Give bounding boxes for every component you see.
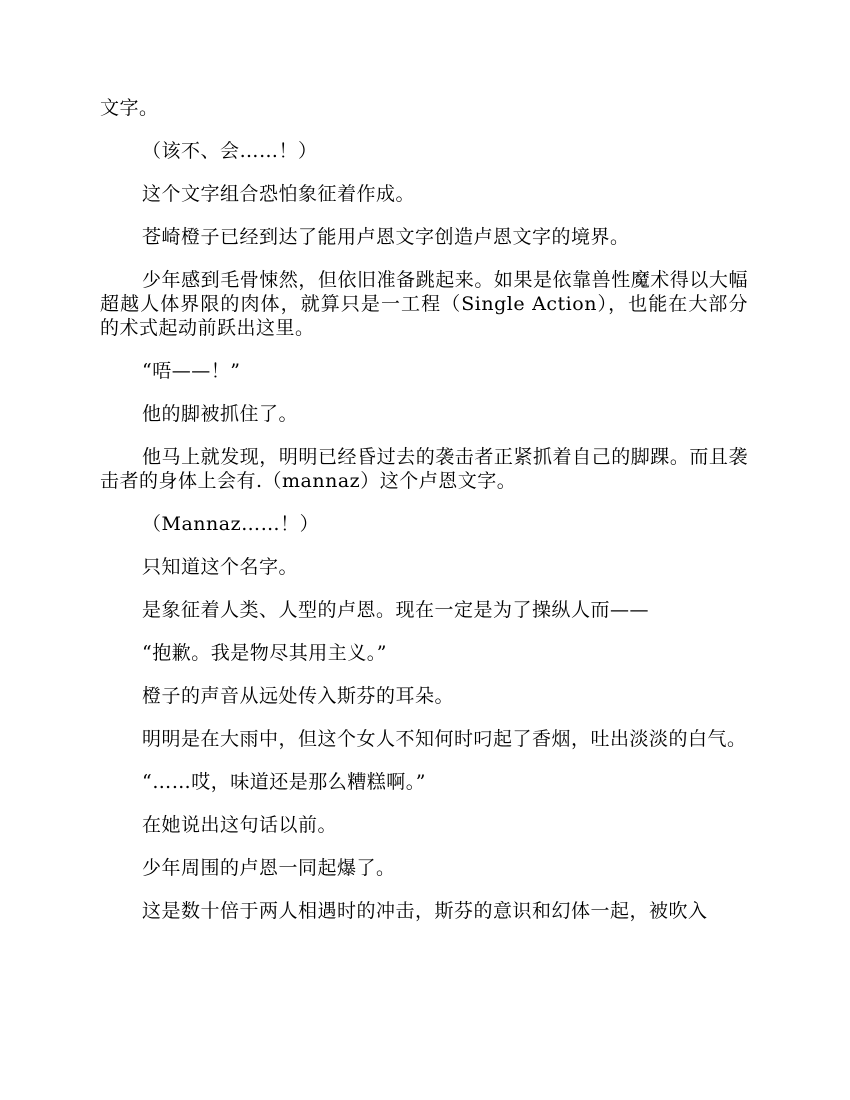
paragraph: （该不、会……！）: [142, 140, 318, 162]
paragraph: 在她说出这句话以前。: [142, 814, 338, 836]
paragraph: 苍崎橙子已经到达了能用卢恩文字创造卢恩文字的境界。: [142, 226, 630, 248]
paragraph: 少年感到毛骨悚然，但依旧准备跳起来。如果是依靠兽性魔术得以大幅超越人体界限的肉体，就算只是一工程（Single Action），也能在大部分的术式起动前跃出这里。: [100, 269, 748, 339]
paragraph: 明明是在大雨中，但这个女人不知何时叼起了香烟，吐出淡淡的白气。: [142, 728, 747, 750]
paragraph: 他马上就发现，明明已经昏过去的袭击者正紧抓着自己的脚踝。而且袭击者的身体上会有.（mannaz）这个卢恩文字。: [100, 446, 748, 492]
paragraph: 文字。: [100, 97, 159, 119]
paragraph: 他的脚被抓住了。: [142, 403, 299, 425]
paragraph: 这个文字组合恐怕象征着作成。: [142, 183, 416, 205]
paragraph: “抱歉。我是物尽其用主义。”: [142, 642, 387, 664]
paragraph: “……哎，味道还是那么糟糕啊。”: [142, 771, 426, 793]
paragraph: “唔——！”: [142, 360, 241, 382]
paragraph: 这是数十倍于两人相遇时的冲击，斯芬的意识和幻体一起，被吹入: [142, 900, 708, 922]
paragraph: 橙子的声音从远处传入斯芬的耳朵。: [142, 685, 455, 707]
paragraph: 少年周围的卢恩一同起爆了。: [142, 857, 396, 879]
paragraph: 是象征着人类、人型的卢恩。现在一定是为了操纵人而——: [142, 599, 650, 621]
paragraph: 只知道这个名字。: [142, 556, 299, 578]
paragraph: （Mannaz……！）: [142, 513, 320, 535]
document-page: [100, 96, 748, 942]
